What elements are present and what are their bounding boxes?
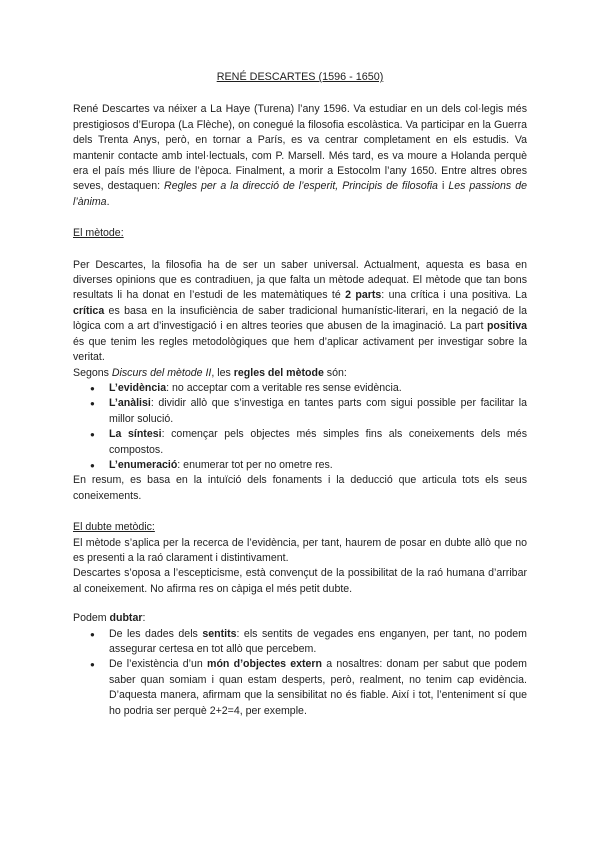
rules-list [73,381,527,473]
list-item [109,396,527,427]
metode-p2-book: Discurs del mètode II [111,366,212,379]
metode-bold-critica: crítica [73,304,105,317]
section-heading-metode: El mètode: [73,227,124,240]
metode-text-g: és que tenim les regles metodològiques que hem d’aplicar activament per investigar sobre la veritat. [73,335,527,364]
dubte-list [73,627,527,719]
list-item [109,657,527,719]
metode-paragraph-2 [73,366,527,381]
metode-p2-e: són: [323,366,347,379]
dubte-item-text-c: : els sentits de vegades ens enganyen, per tant, no podem assegurar certesa en tot allò que percebem. [109,627,527,655]
list-item [109,627,527,658]
dubte-item-text-a: De l’existència d’un [109,658,208,671]
list-item [109,381,527,396]
rule-text: : dividir allò que s’investiga en tantes parts com sigui possible per facilitar la millor solució. [109,397,527,425]
dubte-paragraph-2: Descartes s’oposa a l’escepticisme, està convençut de la possibilitat de la raó humana d’arribar al coneixement. No afirma res on càpiga el més petit dubte. [73,567,527,595]
dubte-item-text-a: De les dades dels [109,627,203,640]
section-heading-dubte: El dubte metòdic: [73,521,155,534]
bio-text: René Descartes va néixer a La Haye (Turena) l’any 1596. Va estudiar en un dels col·legis més prestigiosos d’Europa (La Flèche), on conegué la filosofia escolàstica. Va participar en la Guerra dels Trenta Anys, però, en tornar a París, es va centrar completament en els estudis. Va mantenir contacte amb intel·lectuals, com P. Marsell. Més tard, es va moure a Holanda perquè era el país més lliure de l’època. Finalment, a morir a Estocolm l’any 1650. Entre altres obres seves, destaquen: [73,103,527,193]
metode-p2-bold: regles del mètode [233,366,324,379]
dubte-p3-a: Podem [73,612,110,625]
rule-name: L’anàlisi [109,397,151,410]
bio-work-last: Les passions de l’ànima [73,180,527,208]
metode-bold-2-parts: 2 parts [345,289,382,302]
list-item [109,458,527,473]
bio-works: Regles per a la direcció de l’esperit, Principis de filosofia [164,180,438,193]
page-title: RENÉ DESCARTES (1596 - 1650) [216,71,384,83]
metode-bold-positiva: positiva [486,320,527,333]
dubte-item-bold: sentits [202,627,237,640]
bio-paragraph [73,102,527,210]
metode-text-c: : una crítica i una positiva. La [381,289,527,302]
dubte-item-text-c: a nosaltres: donam per sabut que podem saber quan somiam i quan estam desperts, però, realment, no tenim cap evidència. D’aquesta manera, afirmam que la sensibilitat no és fiable. Així i tot, l’enteniment sí que ho podria ser perquè 2+2=4, per exemple. [109,658,528,717]
dubte-p3-c: : [142,612,146,625]
bio-end: . [106,195,110,208]
metode-p2-a: Segons [73,366,112,379]
rule-text: : enumerar tot per no ometre res. [177,458,333,471]
rule-text: : començar pels objectes més simples fins als coneixements dels més compostos. [109,428,527,456]
bio-and: i [437,180,449,193]
metode-paragraph-1 [73,258,527,366]
rule-name: L’evidència [109,381,167,394]
rule-name: La síntesi [109,428,162,441]
dubte-paragraph-1: El mètode s’aplica per la recerca de l’evidència, per tant, haurem de posar en dubte allò que no es presenti a la raó clarament i distintivament. [73,536,527,564]
metode-text-e: es basa en la insuficiència de saber tradicional humanístic-literari, en la negació de la lògica com a art d’investigació i en altres teories que abusen de la imaginació. La part [73,304,527,333]
dubte-p3-bold: dubtar [109,612,143,625]
metode-paragraph-3: En resum, es basa en la intuïció dels fonaments i la deducció que articula tots els seus coneixements. [73,474,527,502]
metode-text-a: Per Descartes, la filosofia ha de ser un saber universal. Actualment, aquesta es basa en diverses opinions que es contradiuen, ja que falta un mètode adequat. El mètode que tan bons resultats li ha donat en l’estudi de les matemàtiques té [73,258,527,302]
dubte-paragraph-3 [73,611,527,626]
rule-text: : no acceptar com a veritable res sense evidència. [166,381,402,394]
list-item [109,427,527,458]
rule-name: L’enumeració [109,458,178,471]
dubte-item-bold: món d’objectes extern [207,658,323,671]
metode-p2-c: , les [211,366,234,379]
